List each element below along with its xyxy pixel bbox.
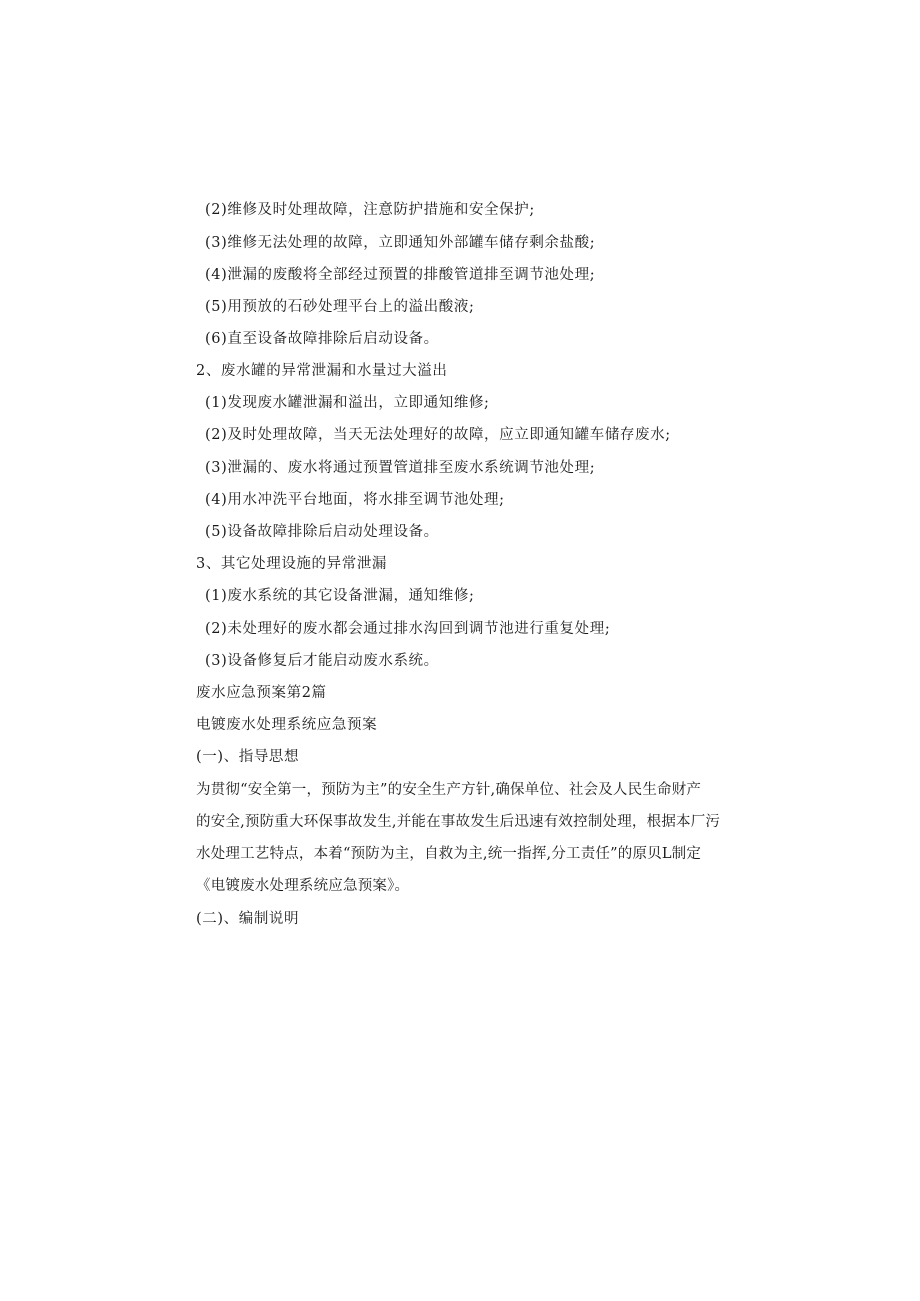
list-item: (3)设备修复后才能启动废水系统。 bbox=[205, 653, 439, 669]
part-heading: (一)、指导思想 bbox=[196, 749, 300, 765]
list-item: (4)泄漏的废酸将全部经过预置的排酸管道排至调节池处理; bbox=[205, 267, 596, 283]
paragraph-line: 为贯彻“安全第一，预防为主”的安全生产方针,确保单位、社会及人民生命财产 bbox=[196, 782, 702, 798]
list-item: (1)废水系统的其它设备泄漏，通知维修; bbox=[205, 588, 475, 604]
list-item: (2)维修及时处理故障，注意防护措施和安全保护; bbox=[205, 202, 535, 218]
part-heading: (二)、编制说明 bbox=[196, 911, 300, 927]
list-item: (2)及时处理故障，当天无法处理好的故障，应立即通知罐车储存废水; bbox=[205, 427, 671, 443]
list-item: (4)用水冲洗平台地面，将水排至调节池处理; bbox=[205, 492, 505, 508]
section-heading: 3、其它处理设施的异常泄漏 bbox=[196, 556, 388, 572]
list-item: (6)直至设备故障排除后启动设备。 bbox=[205, 331, 439, 347]
list-item: (5)设备故障排除后启动处理设备。 bbox=[205, 524, 439, 540]
document-title: 电镀废水处理系统应急预案 bbox=[196, 717, 378, 733]
paragraph-line: 的安全,预防重大环保事故发生,并能在事故发生后迅速有效控制处理，根据本厂污 bbox=[196, 814, 721, 830]
list-item: (2)未处理好的废水都会通过排水沟回到调节池进行重复处理; bbox=[205, 621, 611, 637]
paragraph-line: 《电镀废水处理系统应急预案》。 bbox=[196, 878, 410, 894]
list-item: (1)发现废水罐泄漏和溢出，立即通知维修; bbox=[205, 395, 490, 411]
chapter-title: 废水应急预案第2篇 bbox=[196, 685, 327, 701]
paragraph-line: 水处理工艺特点，本着“预防为主，自救为主,统一指挥,分工责任”的原贝L制定 bbox=[196, 846, 702, 862]
section-heading: 2、废水罐的异常泄漏和水量过大溢出 bbox=[196, 363, 448, 379]
list-item: (3)维修无法处理的故障，立即通知外部罐车储存剩余盐酸; bbox=[205, 235, 596, 251]
list-item: (5)用预放的石砂处理平台上的溢出酸液; bbox=[205, 299, 475, 315]
list-item: (3)泄漏的、废水将通过预置管道排至废水系统调节池处理; bbox=[205, 460, 596, 476]
